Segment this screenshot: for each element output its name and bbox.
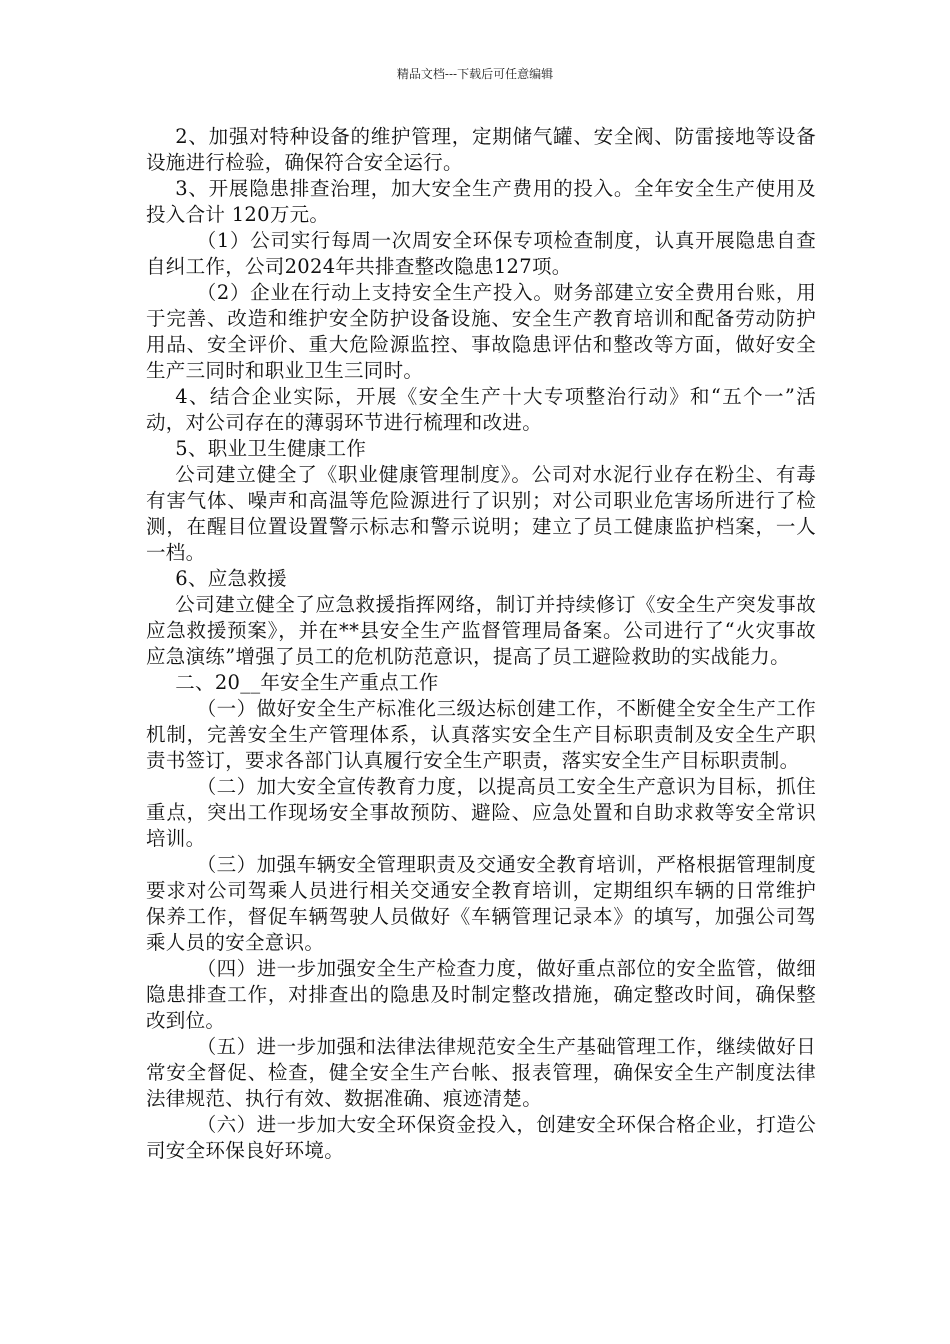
- paragraph: 3、开展隐患排查治理，加大安全生产费用的投入。全年安全生产使用及投入合计 120万元。: [146, 177, 816, 226]
- section-heading: 二、20__年安全生产重点工作: [175, 671, 439, 694]
- section-heading: 6、应急救援: [175, 567, 287, 590]
- paragraph: （2）企业在行动上支持安全生产投入。财务部建立安全费用台账，用于完善、改造和维护安全防护设备设施、安全生产教育培训和配备劳动防护用品、安全评价、重大危险源监控、事故隐患评估和整改等方面，做好安全生产三同时和职业卫生三同时。: [146, 281, 816, 382]
- paragraph: 公司建立健全了应急救援指挥网络，制订并持续修订《安全生产突发事故应急救援预案》，并在**县安全生产监督管理局备案。公司进行了“火灾事故应急演练”增强了员工的危机防范意识，提高了员工避险救助的实战能力。: [146, 593, 816, 668]
- paragraph: （一）做好安全生产标准化三级达标创建工作，不断健全安全生产工作机制，完善安全生产管理体系，认真落实安全生产目标职责制及安全生产职责书签订，要求各部门认真履行安全生产职责，落实安全生产目标职责制。: [146, 697, 816, 772]
- paragraph: （二）加大安全宣传教育力度，以提高员工安全生产意识为目标，抓住重点，突出工作现场安全事故预防、避险、应急处置和自助求救等安全常识培训。: [146, 775, 816, 850]
- document-body: [146, 124, 816, 1164]
- paragraph: （1）公司实行每周一次周安全环保专项检查制度，认真开展隐患自查自纠工作，公司2024年共排查整改隐患127项。: [146, 229, 816, 278]
- paragraph: 2、加强对特种设备的维护管理，定期储气罐、安全阀、防雷接地等设备设施进行检验，确保符合安全运行。: [146, 125, 816, 174]
- paragraph: （六）进一步加大安全环保资金投入，创建安全环保合格企业，打造公司安全环保良好环境。: [146, 1113, 816, 1162]
- paragraph: （四）进一步加强安全生产检查力度，做好重点部位的安全监管，做细隐患排查工作，对排查出的隐患及时制定整改措施，确定整改时间，确保整改到位。: [146, 957, 816, 1032]
- paragraph: （五）进一步加强和法律法律规范安全生产基础管理工作，继续做好日常安全督促、检查，健全安全生产台帐、报表管理，确保安全生产制度法律法律规范、执行有效、数据准确、痕迹清楚。: [146, 1035, 816, 1110]
- page-header: 精品文档---下载后可任意编辑: [396, 67, 554, 81]
- paragraph: 公司建立健全了《职业健康管理制度》。公司对水泥行业存在粉尘、有毒有害气体、噪声和高温等危险源进行了识别；对公司职业危害场所进行了检测，在醒目位置设置警示标志和警示说明；建立了员工健康监护档案，一人一档。: [146, 463, 816, 564]
- paragraph: （三）加强车辆安全管理职责及交通安全教育培训，严格根据管理制度要求对公司驾乘人员进行相关交通安全教育培训，定期组织车辆的日常维护保养工作，督促车辆驾驶人员做好《车辆管理记录本》的填写，加强公司驾乘人员的安全意识。: [146, 853, 816, 954]
- section-heading: 5、职业卫生健康工作: [175, 437, 367, 460]
- paragraph: 4、结合企业实际，开展《安全生产十大专项整治行动》和“五个一”活动，对公司存在的薄弱环节进行梳理和改进。: [146, 385, 816, 434]
